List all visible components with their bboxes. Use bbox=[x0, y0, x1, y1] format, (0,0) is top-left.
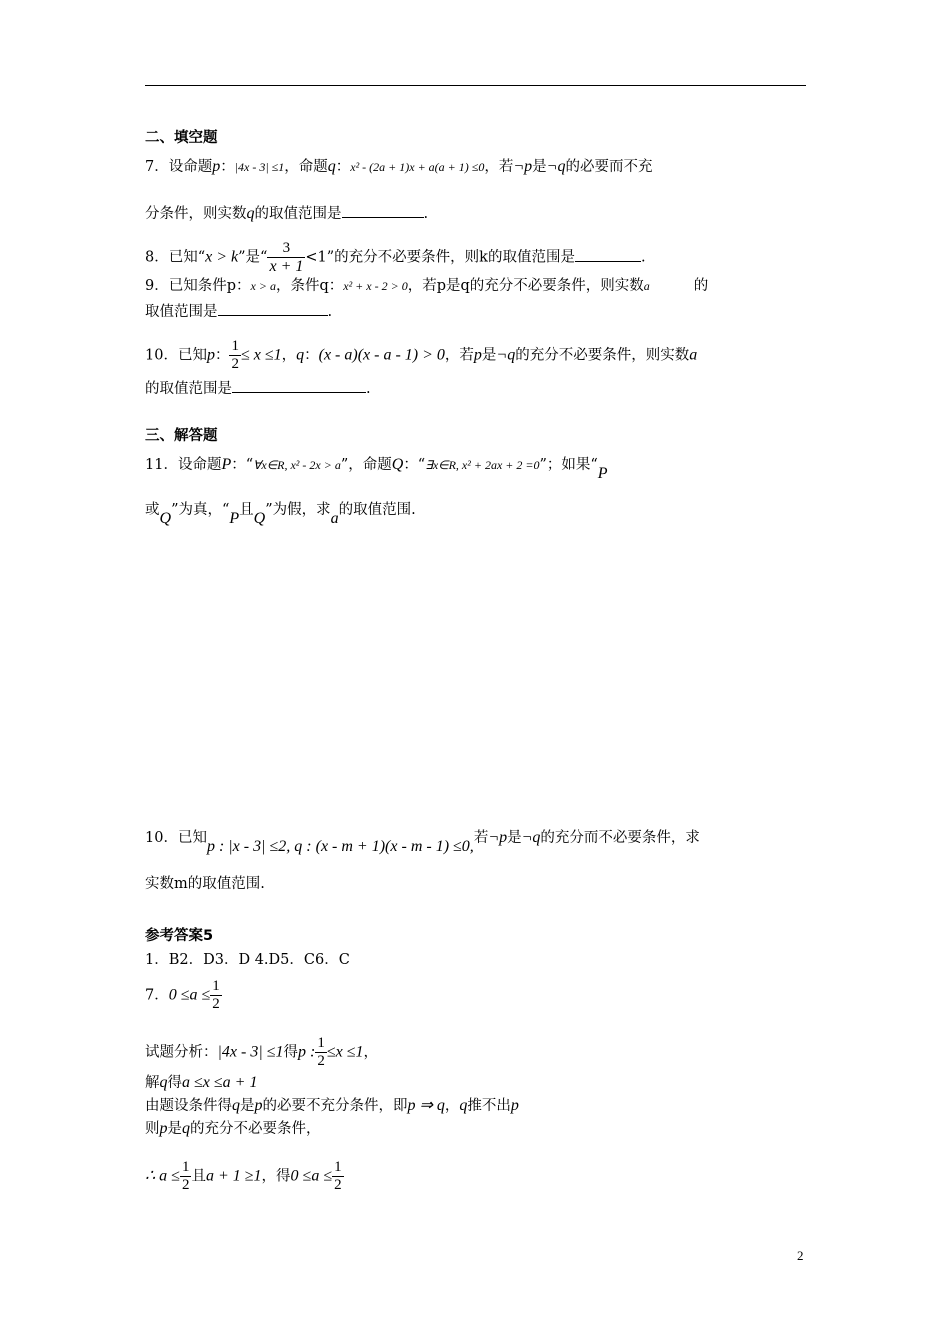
page-number: 2 bbox=[797, 1248, 804, 1263]
question-9-line-2: 取值范围是 . bbox=[145, 301, 332, 322]
question-9-line-1: 9．已知条件p：x > a，条件q：x² + x - 2 > 0，若p是q的充分不必要条件，则实数a 的 bbox=[145, 278, 709, 294]
answer-7: 7．0 ≤a ≤ $\frac{1}{2}$ bbox=[145, 978, 220, 1012]
answer-analysis-line-1: 试题分析：|4x - 3| ≤1得p : $\frac{1}{2}$ ≤x ≤1， bbox=[145, 1035, 379, 1069]
question-11-line-1: 11．设命题P：“∀x∈R, x² - 2x > a”，命题Q：“∃x∈R, x² + 2ax + 2 =0”；如果“P bbox=[145, 456, 608, 482]
section-fill-in-heading: 二、填空题 bbox=[145, 130, 218, 146]
question-7-line-1: 7．设命题p：|4x - 3| ≤1，命题q：x² - (2a + 1)x + a(a + 1) ≤0，若¬p是¬q的必要而不充 bbox=[145, 158, 653, 175]
section-answer-heading: 三、解答题 bbox=[145, 428, 218, 444]
question-8: 8．已知“x > k”是“ $\frac{3}{x + 1}$ <1”的充分不必要条件，则k的取值范围是 . bbox=[145, 240, 646, 275]
answer-analysis-line-4: 则p是q的充分不必要条件， bbox=[145, 1120, 321, 1137]
answer-key-heading: 参考答案5 bbox=[145, 928, 214, 944]
answer-analysis-line-5: ∴ a ≤ $\frac{1}{2}$ 且a + 1 ≥1，得0 ≤a ≤ $\frac{1}{2}$ bbox=[145, 1159, 342, 1193]
question-7-line-2: 分条件，则实数q的取值范围是 . bbox=[145, 205, 429, 222]
answer-blank[interactable] bbox=[232, 378, 366, 393]
answer-key-choices: 1．B2．D3．D 4.D5．C6．C bbox=[145, 952, 350, 968]
answer-blank[interactable] bbox=[218, 301, 328, 316]
answer-analysis-line-2: 解q得a ≤x ≤a + 1 bbox=[145, 1074, 258, 1091]
answer-analysis-line-3: 由题设条件得q是p的必要不充分条件，即p ⇒ q，q推不出p bbox=[145, 1097, 519, 1114]
answer-blank[interactable] bbox=[342, 203, 424, 218]
question-10-line-2: 的取值范围是 . bbox=[145, 378, 371, 399]
question-12-line-2: 实数m的取值范围. bbox=[145, 876, 265, 892]
question-10-line-1: 10．已知p： $\frac{1}{2}$ ≤ x ≤1，q：(x - a)(x - a - 1) > 0，若p是¬q的充分不必要条件，则实数a bbox=[145, 338, 698, 372]
question-12-line-1: 10．已知p : |x - 3| ≤2, q : (x - m + 1)(x - m - 1) ≤0,若¬p是¬q的充分而不必要条件，求 bbox=[145, 829, 700, 855]
answer-blank[interactable] bbox=[575, 247, 641, 262]
question-11-line-2: 或Q”为真，“P且Q”为假，求a的取值范围. bbox=[145, 502, 416, 527]
header-rule bbox=[145, 85, 806, 86]
